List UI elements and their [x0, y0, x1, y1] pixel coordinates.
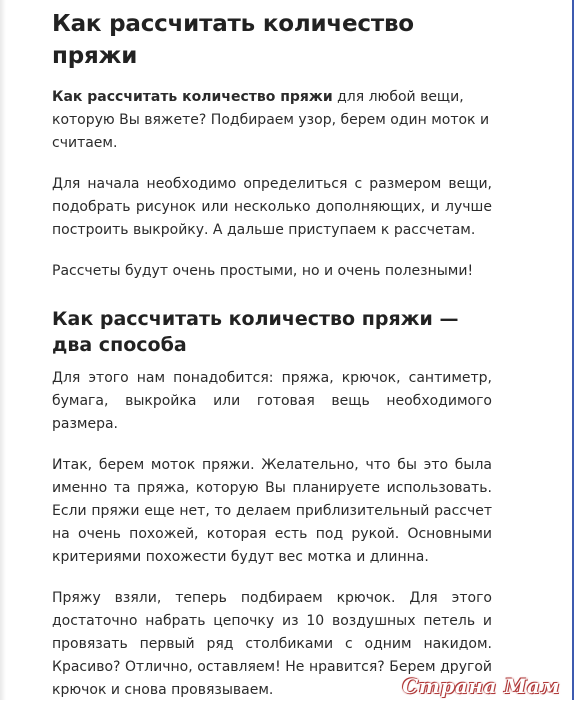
intro-text: для любой вещи, которую Вы вяжете? Подбираем узор, берем один моток и считаем. — [52, 89, 490, 151]
article-title: Как рассчитать количество пряжи — [52, 11, 414, 69]
paragraph-preparation: Для начала необходимо определиться с размером вещи, подобрать рисунок или несколько дополняющих, и лучше построить выкройку. А дальше приступаем к рассчетам. — [52, 176, 492, 238]
section-subtitle: Как рассчитать количество пряжи — два способа — [52, 308, 459, 356]
paragraph-calculations: Рассчеты будут очень простыми, но и очень полезными! — [52, 263, 474, 279]
intro-paragraph — [52, 86, 492, 155]
paragraph-yarn: Итак, берем моток пряжи. Желательно, что бы это была именно та пряжа, которую Вы планируете использовать. Если пряжи еще нет, то делаем приблизительный рассчет на очень похожей, которая есть под рукой. Основными критериями похожести будут вес мотка и длинна. — [52, 457, 492, 565]
article — [52, 0, 492, 702]
site-watermark: Страна Мам — [402, 674, 560, 698]
paragraph-materials: Для этого нам понадобится: пряжа, крючок, сантиметр, бумага, выкройка или готовая вещь необходимого размера. — [52, 370, 492, 432]
intro-bold-text: Как рассчитать количество пряжи — [52, 89, 333, 105]
paragraph-hook: Пряжу взяли, теперь подбираем крючок. Для этого достаточно набрать цепочку из 10 воздушных петель и провязать первый ряд столбиками с одним накидом. Красиво? Отлично, оставляем! Не нравится? Берем другой крючок и снова провязываем. — [52, 590, 492, 698]
